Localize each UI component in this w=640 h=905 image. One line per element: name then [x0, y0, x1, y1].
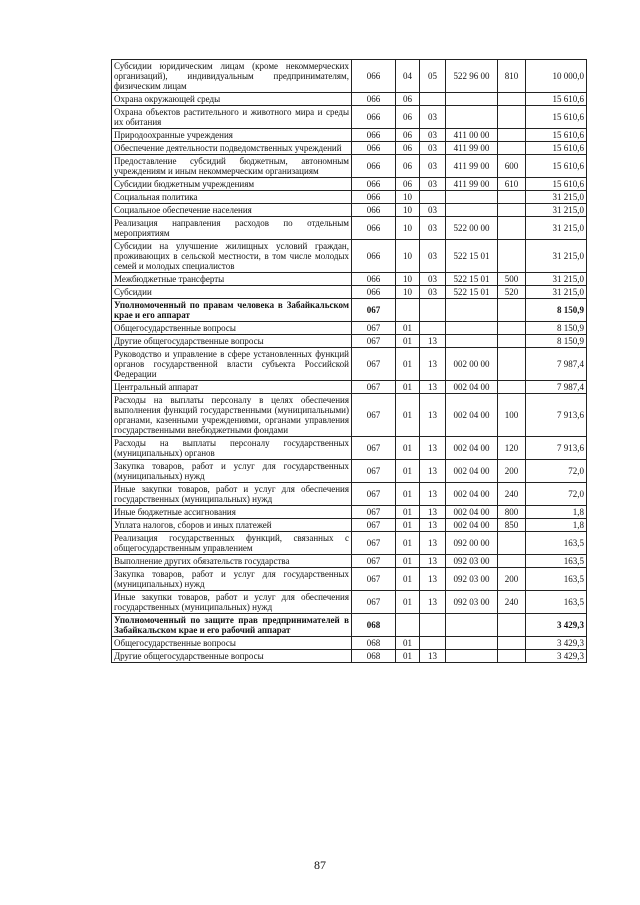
expense-name-cell: Субсидии на улучшение жилищных условий граждан, проживающих в сельской местности, в том числе молодых семей и молодых специалистов — [112, 240, 352, 273]
amount-cell: 72,0 — [526, 483, 587, 506]
amount-cell: 31 215,0 — [526, 286, 587, 299]
amount-cell: 31 215,0 — [526, 217, 587, 240]
subsection-code-cell: 13 — [420, 555, 446, 568]
table-row — [112, 286, 587, 299]
department-code-cell: 067 — [352, 555, 396, 568]
subsection-code-cell: 13 — [420, 568, 446, 591]
expense-name-cell: Другие общегосударственные вопросы — [112, 335, 352, 348]
table-row — [112, 299, 587, 322]
amount-cell: 10 000,0 — [526, 60, 587, 93]
amount-cell: 7 913,6 — [526, 437, 587, 460]
table-row — [112, 532, 587, 555]
section-code-cell — [396, 299, 420, 322]
expense-name-cell: Иные закупки товаров, работ и услуг для обеспечения государственных (муниципальных) нужд — [112, 591, 352, 614]
table-row — [112, 155, 587, 178]
department-code-cell: 066 — [352, 204, 396, 217]
table-row — [112, 460, 587, 483]
section-code-cell: 10 — [396, 286, 420, 299]
table-row — [112, 204, 587, 217]
expense-type-cell: 100 — [498, 394, 526, 437]
section-code-cell: 01 — [396, 637, 420, 650]
expense-type-cell — [498, 650, 526, 663]
section-code-cell: 01 — [396, 460, 420, 483]
target-article-cell: 002 04 00 — [446, 381, 498, 394]
expense-type-cell: 810 — [498, 60, 526, 93]
expense-type-cell — [498, 532, 526, 555]
expense-name-cell: Уплата налогов, сборов и иных платежей — [112, 519, 352, 532]
department-code-cell: 067 — [352, 335, 396, 348]
target-article-cell: 411 99 00 — [446, 142, 498, 155]
expense-name-cell: Общегосударственные вопросы — [112, 637, 352, 650]
table-row — [112, 178, 587, 191]
expense-name-cell: Общегосударственные вопросы — [112, 322, 352, 335]
department-code-cell: 066 — [352, 129, 396, 142]
target-article-cell: 522 15 01 — [446, 286, 498, 299]
expense-name-cell: Руководство и управление в сфере установленных функций органов государственной власти субъекта Российской Федерации — [112, 348, 352, 381]
amount-cell: 7 913,6 — [526, 394, 587, 437]
department-code-cell: 066 — [352, 60, 396, 93]
target-article-cell: 092 03 00 — [446, 568, 498, 591]
subsection-code-cell: 03 — [420, 129, 446, 142]
expense-type-cell: 240 — [498, 591, 526, 614]
subsection-code-cell: 13 — [420, 506, 446, 519]
expense-type-cell — [498, 93, 526, 106]
section-code-cell: 01 — [396, 483, 420, 506]
department-code-cell: 066 — [352, 286, 396, 299]
subsection-code-cell: 03 — [420, 217, 446, 240]
section-code-cell: 01 — [396, 394, 420, 437]
amount-cell: 8 150,9 — [526, 322, 587, 335]
department-code-cell: 066 — [352, 191, 396, 204]
section-code-cell: 10 — [396, 204, 420, 217]
subsection-code-cell: 03 — [420, 106, 446, 129]
subsection-code-cell: 13 — [420, 381, 446, 394]
table-row — [112, 273, 587, 286]
amount-cell: 7 987,4 — [526, 381, 587, 394]
expense-name-cell: Предоставление субсидий бюджетным, автономным учреждениям и иным некоммерческим организациям — [112, 155, 352, 178]
expense-type-cell — [498, 299, 526, 322]
amount-cell: 15 610,6 — [526, 129, 587, 142]
department-code-cell: 066 — [352, 217, 396, 240]
section-code-cell: 06 — [396, 178, 420, 191]
amount-cell: 72,0 — [526, 460, 587, 483]
table-row — [112, 614, 587, 637]
section-code-cell: 10 — [396, 273, 420, 286]
expense-name-cell: Уполномоченный по правам человека в Забайкальском крае и его аппарат — [112, 299, 352, 322]
department-code-cell: 067 — [352, 591, 396, 614]
expense-type-cell — [498, 129, 526, 142]
department-code-cell: 066 — [352, 142, 396, 155]
subsection-code-cell — [420, 191, 446, 204]
expense-name-cell: Природоохранные учреждения — [112, 129, 352, 142]
expense-type-cell — [498, 348, 526, 381]
department-code-cell: 067 — [352, 381, 396, 394]
expense-type-cell: 120 — [498, 437, 526, 460]
section-code-cell: 10 — [396, 217, 420, 240]
subsection-code-cell: 05 — [420, 60, 446, 93]
target-article-cell — [446, 191, 498, 204]
section-code-cell: 01 — [396, 437, 420, 460]
section-code-cell: 01 — [396, 532, 420, 555]
amount-cell: 8 150,9 — [526, 299, 587, 322]
table-row — [112, 381, 587, 394]
expense-type-cell — [498, 322, 526, 335]
table-row — [112, 93, 587, 106]
section-code-cell: 06 — [396, 106, 420, 129]
table-row — [112, 322, 587, 335]
amount-cell: 163,5 — [526, 568, 587, 591]
target-article-cell: 522 96 00 — [446, 60, 498, 93]
subsection-code-cell: 03 — [420, 178, 446, 191]
target-article-cell: 092 03 00 — [446, 555, 498, 568]
amount-cell: 15 610,6 — [526, 93, 587, 106]
target-article-cell — [446, 322, 498, 335]
subsection-code-cell — [420, 614, 446, 637]
section-code-cell: 04 — [396, 60, 420, 93]
section-code-cell: 01 — [396, 381, 420, 394]
expense-type-cell: 610 — [498, 178, 526, 191]
subsection-code-cell — [420, 93, 446, 106]
section-code-cell: 10 — [396, 191, 420, 204]
amount-cell: 1,8 — [526, 506, 587, 519]
department-code-cell: 067 — [352, 568, 396, 591]
amount-cell: 15 610,6 — [526, 178, 587, 191]
department-code-cell: 068 — [352, 614, 396, 637]
department-code-cell: 067 — [352, 532, 396, 555]
department-code-cell: 067 — [352, 506, 396, 519]
amount-cell: 31 215,0 — [526, 204, 587, 217]
expense-name-cell: Закупка товаров, работ и услуг для государственных (муниципальных) нужд — [112, 460, 352, 483]
table-row — [112, 129, 587, 142]
target-article-cell: 522 15 01 — [446, 240, 498, 273]
subsection-code-cell: 13 — [420, 460, 446, 483]
table-row — [112, 637, 587, 650]
section-code-cell: 06 — [396, 93, 420, 106]
target-article-cell — [446, 637, 498, 650]
target-article-cell: 002 04 00 — [446, 394, 498, 437]
expense-type-cell — [498, 240, 526, 273]
target-article-cell — [446, 299, 498, 322]
target-article-cell — [446, 106, 498, 129]
subsection-code-cell — [420, 637, 446, 650]
expense-name-cell: Расходы на выплаты персоналу государственных (муниципальных) органов — [112, 437, 352, 460]
table-row — [112, 348, 587, 381]
subsection-code-cell: 13 — [420, 650, 446, 663]
department-code-cell: 068 — [352, 637, 396, 650]
subsection-code-cell: 03 — [420, 286, 446, 299]
table-row — [112, 240, 587, 273]
expense-name-cell: Субсидии — [112, 286, 352, 299]
table-row — [112, 568, 587, 591]
table-row — [112, 191, 587, 204]
section-code-cell: 01 — [396, 322, 420, 335]
section-code-cell — [396, 614, 420, 637]
department-code-cell: 068 — [352, 650, 396, 663]
expense-name-cell: Обеспечение деятельности подведомственных учреждений — [112, 142, 352, 155]
target-article-cell — [446, 93, 498, 106]
amount-cell: 163,5 — [526, 591, 587, 614]
table-row — [112, 650, 587, 663]
amount-cell: 31 215,0 — [526, 191, 587, 204]
target-article-cell: 411 00 00 — [446, 129, 498, 142]
target-article-cell — [446, 335, 498, 348]
expense-name-cell: Социальное обеспечение населения — [112, 204, 352, 217]
expense-name-cell: Другие общегосударственные вопросы — [112, 650, 352, 663]
table-row — [112, 217, 587, 240]
expense-type-cell — [498, 555, 526, 568]
expense-name-cell: Межбюджетные трансферты — [112, 273, 352, 286]
section-code-cell: 06 — [396, 129, 420, 142]
subsection-code-cell: 03 — [420, 240, 446, 273]
subsection-code-cell: 13 — [420, 348, 446, 381]
expense-type-cell — [498, 335, 526, 348]
amount-cell: 15 610,6 — [526, 142, 587, 155]
section-code-cell: 01 — [396, 591, 420, 614]
subsection-code-cell — [420, 299, 446, 322]
expense-name-cell: Закупка товаров, работ и услуг для государственных (муниципальных) нужд — [112, 568, 352, 591]
expense-name-cell: Охрана объектов растительного и животного мира и среды их обитания — [112, 106, 352, 129]
target-article-cell: 002 04 00 — [446, 460, 498, 483]
table-row — [112, 483, 587, 506]
amount-cell: 15 610,6 — [526, 106, 587, 129]
expense-type-cell — [498, 381, 526, 394]
section-code-cell: 01 — [396, 555, 420, 568]
expense-type-cell — [498, 191, 526, 204]
expense-type-cell: 800 — [498, 506, 526, 519]
table-row — [112, 591, 587, 614]
department-code-cell: 066 — [352, 93, 396, 106]
table-row — [112, 437, 587, 460]
amount-cell: 31 215,0 — [526, 240, 587, 273]
target-article-cell — [446, 204, 498, 217]
expense-type-cell: 850 — [498, 519, 526, 532]
expense-name-cell: Выполнение других обязательств государства — [112, 555, 352, 568]
section-code-cell: 01 — [396, 568, 420, 591]
expense-type-cell — [498, 217, 526, 240]
subsection-code-cell: 13 — [420, 519, 446, 532]
amount-cell: 31 215,0 — [526, 273, 587, 286]
department-code-cell: 067 — [352, 299, 396, 322]
section-code-cell: 01 — [396, 650, 420, 663]
expense-name-cell: Центральный аппарат — [112, 381, 352, 394]
subsection-code-cell: 13 — [420, 591, 446, 614]
amount-cell: 7 987,4 — [526, 348, 587, 381]
amount-cell: 163,5 — [526, 555, 587, 568]
expense-type-cell: 600 — [498, 155, 526, 178]
subsection-code-cell: 13 — [420, 532, 446, 555]
table-row — [112, 106, 587, 129]
amount-cell: 3 429,3 — [526, 650, 587, 663]
subsection-code-cell: 03 — [420, 273, 446, 286]
expense-name-cell: Охрана окружающей среды — [112, 93, 352, 106]
budget-table-body — [112, 60, 587, 663]
target-article-cell: 002 00 00 — [446, 348, 498, 381]
amount-cell: 15 610,6 — [526, 155, 587, 178]
expense-type-cell — [498, 106, 526, 129]
page-number: 87 — [314, 858, 326, 872]
table-row — [112, 519, 587, 532]
department-code-cell: 067 — [352, 322, 396, 335]
expense-type-cell: 200 — [498, 568, 526, 591]
subsection-code-cell: 13 — [420, 335, 446, 348]
subsection-code-cell: 13 — [420, 394, 446, 437]
expense-name-cell: Иные бюджетные ассигнования — [112, 506, 352, 519]
amount-cell: 163,5 — [526, 532, 587, 555]
expense-name-cell: Расходы на выплаты персоналу в целях обеспечения выполнения функций государственными (муниципальными) органами, казенными учреждениями, органами управления государственными внебюджетными фондами — [112, 394, 352, 437]
target-article-cell: 002 04 00 — [446, 506, 498, 519]
section-code-cell: 10 — [396, 240, 420, 273]
department-code-cell: 067 — [352, 519, 396, 532]
subsection-code-cell: 03 — [420, 204, 446, 217]
expense-type-cell — [498, 637, 526, 650]
expense-type-cell: 520 — [498, 286, 526, 299]
section-code-cell: 01 — [396, 348, 420, 381]
table-row — [112, 555, 587, 568]
department-code-cell: 066 — [352, 240, 396, 273]
target-article-cell: 522 00 00 — [446, 217, 498, 240]
section-code-cell: 01 — [396, 335, 420, 348]
expense-name-cell: Субсидии юридическим лицам (кроме некоммерческих организаций), индивидуальным предпринимателям, физическим лицам — [112, 60, 352, 93]
subsection-code-cell: 13 — [420, 483, 446, 506]
table-row — [112, 335, 587, 348]
expense-name-cell: Социальная политика — [112, 191, 352, 204]
expense-type-cell: 200 — [498, 460, 526, 483]
expense-name-cell: Реализация направления расходов по отдельным мероприятиям — [112, 217, 352, 240]
section-code-cell: 06 — [396, 155, 420, 178]
target-article-cell: 002 04 00 — [446, 483, 498, 506]
target-article-cell — [446, 650, 498, 663]
target-article-cell: 002 04 00 — [446, 437, 498, 460]
expense-type-cell: 240 — [498, 483, 526, 506]
section-code-cell: 01 — [396, 519, 420, 532]
target-article-cell — [446, 614, 498, 637]
budget-table — [111, 59, 587, 663]
target-article-cell: 522 15 01 — [446, 273, 498, 286]
subsection-code-cell: 03 — [420, 142, 446, 155]
department-code-cell: 067 — [352, 460, 396, 483]
department-code-cell: 066 — [352, 178, 396, 191]
target-article-cell: 411 99 00 — [446, 178, 498, 191]
department-code-cell: 067 — [352, 437, 396, 460]
target-article-cell: 092 00 00 — [446, 532, 498, 555]
section-code-cell: 06 — [396, 142, 420, 155]
expense-type-cell: 500 — [498, 273, 526, 286]
section-code-cell: 01 — [396, 506, 420, 519]
expense-type-cell — [498, 142, 526, 155]
table-row — [112, 60, 587, 93]
subsection-code-cell — [420, 322, 446, 335]
department-code-cell: 067 — [352, 394, 396, 437]
department-code-cell: 066 — [352, 155, 396, 178]
department-code-cell: 066 — [352, 273, 396, 286]
expense-type-cell — [498, 614, 526, 637]
department-code-cell: 067 — [352, 483, 396, 506]
expense-name-cell: Субсидии бюджетным учреждениям — [112, 178, 352, 191]
subsection-code-cell: 03 — [420, 155, 446, 178]
target-article-cell: 092 03 00 — [446, 591, 498, 614]
amount-cell: 8 150,9 — [526, 335, 587, 348]
department-code-cell: 066 — [352, 106, 396, 129]
subsection-code-cell: 13 — [420, 437, 446, 460]
target-article-cell: 411 99 00 — [446, 155, 498, 178]
target-article-cell: 002 04 00 — [446, 519, 498, 532]
amount-cell: 3 429,3 — [526, 637, 587, 650]
table-row — [112, 506, 587, 519]
expense-name-cell: Уполномоченный по защите прав предпринимателей в Забайкальском крае и его рабочий аппарат — [112, 614, 352, 637]
amount-cell: 1,8 — [526, 519, 587, 532]
expense-type-cell — [498, 204, 526, 217]
table-row — [112, 142, 587, 155]
expense-name-cell: Иные закупки товаров, работ и услуг для обеспечения государственных (муниципальных) нужд — [112, 483, 352, 506]
department-code-cell: 067 — [352, 348, 396, 381]
expense-name-cell: Реализация государственных функций, связанных с общегосударственным управлением — [112, 532, 352, 555]
amount-cell: 3 429,3 — [526, 614, 587, 637]
table-row — [112, 394, 587, 437]
